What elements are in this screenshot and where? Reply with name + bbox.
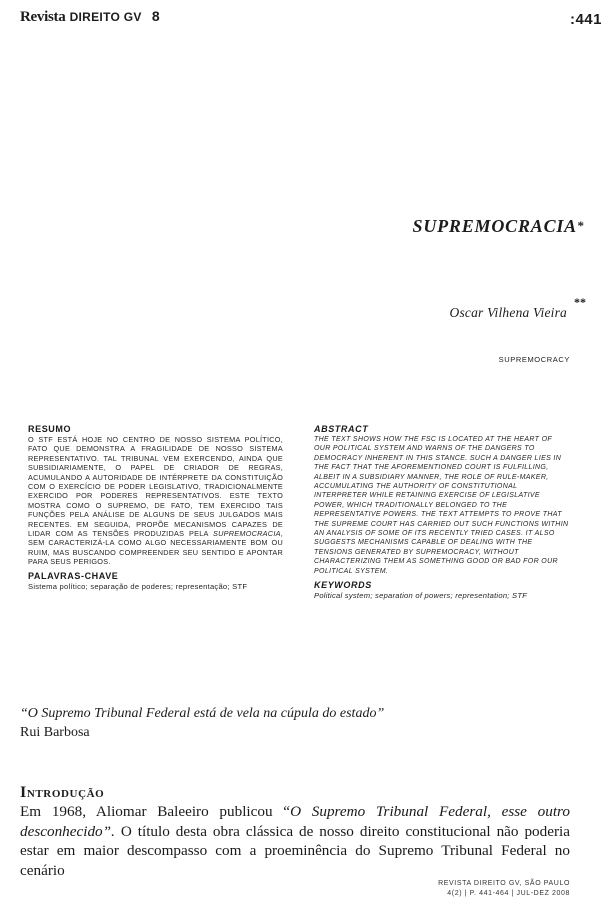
intro-text-italic: O Supremo Tribunal Federal, esse outro desconhecido”. xyxy=(20,803,570,840)
article-title: SUPREMOCRACIA xyxy=(412,216,577,236)
journal-header xyxy=(20,8,160,26)
journal-name: Revista xyxy=(20,9,66,25)
abstract-text: THE TEXT SHOWS HOW THE FSC IS LOCATED AT THE HEART OF OUR POLITICAL SYSTEM AND WARNS OF THE DANGERS TO DEMOCRACY INHERENT IN THIS STANCE. SUCH A DANGER LIES IN THE FACT THAT THE AFOREMENTIONED COURT IS FULFILLING, ALBEIT IN A SUBSIDIARY MANNER, THE ROLE OF RULE-MAKER, ACCUMULATING THE AUTHORITY OF CONSTITUTIONAL INTERPRETER WHILE RETAINING EXERCISE OF LEGISLATIVE POWER, WHICH TRADITIONALLY BELONGED TO THE REPRESENTATIVE POWERS. THE TEXT ATTEMPTS TO PROVE THAT THE SUPREME COURT HAS CARRIED OUT SUCH FUNCTIONS WITHIN AN ANALYSIS OF SOME OF ITS RECENTLY TRIED CASES. IT ALSO SUGGESTS MECHANISMS CAPABLE OF DEALING WITH THE TENSIONS GENERATED BY SUPREMOCRACY, WITHOUT CHARACTERIZING THEM AS SOMETHING GOOD OR BAD FOR OUR POLITICAL SYSTEM. xyxy=(314,436,569,575)
journal-suffix: DIREITO GV xyxy=(69,10,142,24)
footer-journal-line: REVISTA DIREITO GV, SÃO PAULO xyxy=(438,880,570,887)
author-footnote-mark: ** xyxy=(574,295,586,309)
title-footnote-mark: * xyxy=(577,218,584,233)
introduction-paragraph xyxy=(20,802,570,880)
keywords-list: Political system; separation of powers; representation; STF xyxy=(314,591,528,601)
resumo-column xyxy=(28,424,283,591)
issue-number: 8 xyxy=(151,8,160,24)
resumo-text-part2: , SEM CARACTERIZÁ-LA COMO ALGO NECESSARIAMENTE BOM OU RUIM, MAS BUSCANDO COMPREENDER SEU SENTIDO E APONTAR PARA SEUS PERIGOS. xyxy=(28,529,283,567)
section-heading-introducao: Introdução xyxy=(20,784,105,801)
resumo-text-part1: O STF ESTÁ HOJE NO CENTRO DE NOSSO SISTEMA POLÍTICO, FATO QUE DEMONSTRA A FRAGILIDADE DE NOSSO SISTEMA REPRESENTATIVO. TAL TRIBUNAL VEM EXERCENDO, AINDA QUE SUBSIDIARIAMENTE, O PAPEL DE CRIADOR DE REGRAS, ACUMULANDO A AUTORIDADE DE INTÉRPRETE DA CONSTITUIÇÃO COM O EXERCÍCIO DE PODER LEGISLATIVO, TRADICIONALMENTE EXERCIDO POR PODERES REPRESENTATIVOS. ESTE TEXTO MOSTRA COMO O SUPREMO, DE FATO, TEM EXERCIDO TAIS FUNÇÕES PELA ANÁLISE DE ALGUNS DE SEUS JULGADOS MAIS RECENTES. EM SEGUIDA, PROPÕE MECANISMOS CAPAZES DE LIDAR COM AS TENSÕES PRODUZIDAS PELA xyxy=(28,435,283,539)
footer-volume-line: 4(2) | P. 441-464 | JUL-DEZ 2008 xyxy=(447,890,570,897)
epigraph-author: Rui Barbosa xyxy=(20,725,90,740)
intro-text-part1: Em 1968, Aliomar Baleeiro publicou “ xyxy=(20,803,291,820)
keywords-heading: KEYWORDS xyxy=(314,580,372,591)
abstract-heading: ABSTRACT xyxy=(314,424,369,434)
resumo-heading: RESUMO xyxy=(28,424,72,434)
article-author: Oscar Vilhena Vieira xyxy=(449,305,567,320)
page-number: :441 xyxy=(569,11,602,28)
abstract-column xyxy=(314,424,569,601)
resumo-text xyxy=(28,435,283,567)
resumo-text-italic: SUPREMOCRACIA xyxy=(213,529,281,539)
citation-footer xyxy=(438,879,570,899)
english-short-title: SUPREMOCRACY xyxy=(498,355,570,364)
epigraph-quote: “O Supremo Tribunal Federal está de vela na cúpula do estado” xyxy=(20,706,385,721)
palavras-chave-list: Sistema político; separação de poderes; representação; STF xyxy=(28,581,248,591)
intro-text-part2: O título desta obra clássica de nosso direito constitucional não poderia estar em maior descompasso com a proeminência do Supremo Tribunal Federal no cenário xyxy=(20,822,570,879)
palavras-chave-heading: PALAVRAS-CHAVE xyxy=(28,570,119,581)
